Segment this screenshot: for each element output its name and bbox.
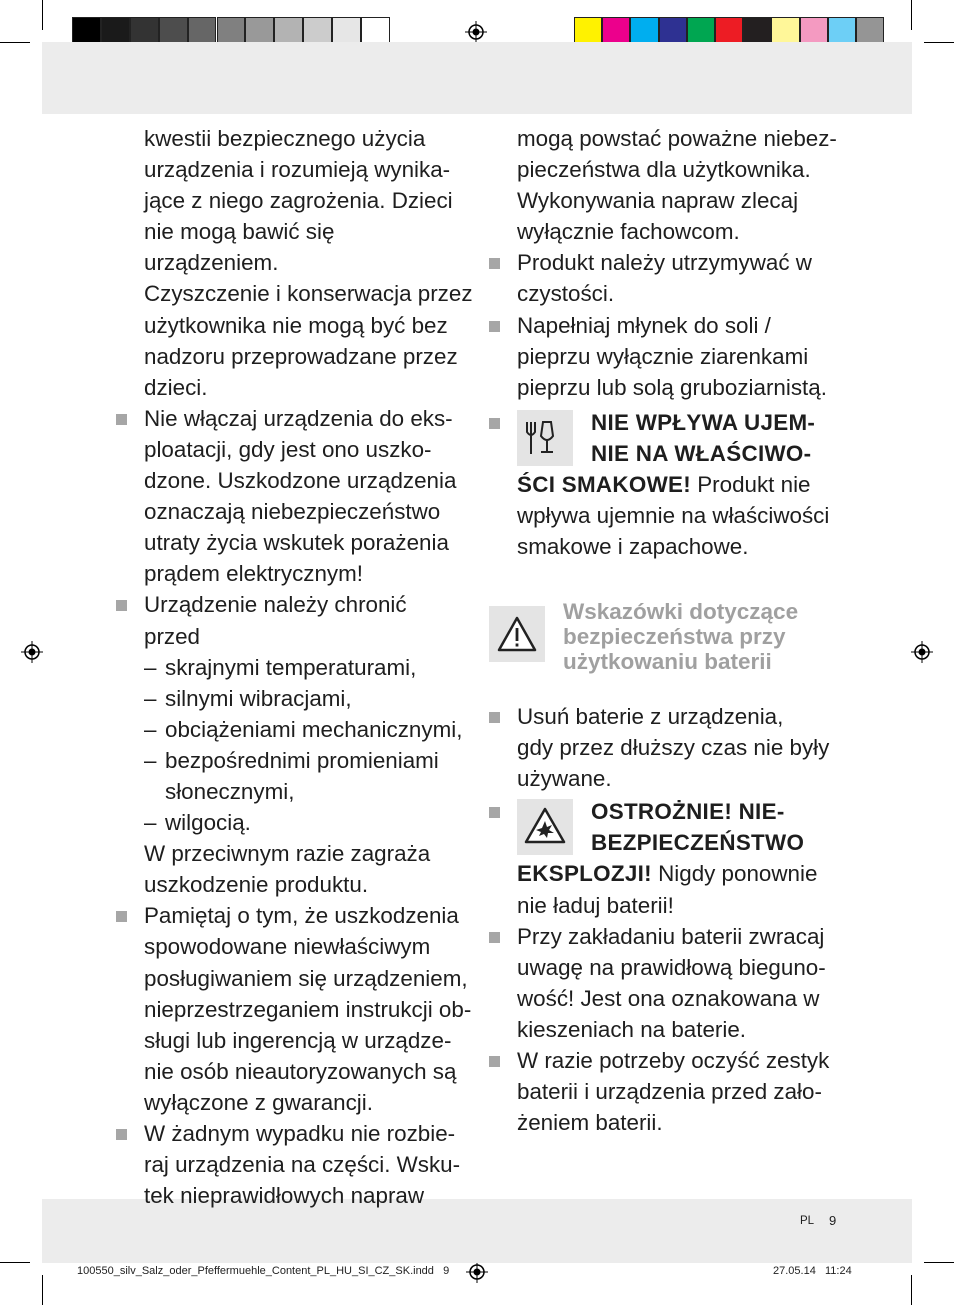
crop-mark: [42, 0, 43, 30]
heading-line: Wskazówki dotyczące: [563, 599, 799, 624]
crop-mark: [42, 1275, 43, 1305]
text-line: dzieci.: [144, 374, 208, 400]
text-line: posługiwaniem się urządzeniem,: [144, 965, 468, 991]
warning-text: NIE NA WŁAŚCIWO-: [591, 440, 812, 466]
crop-mark: [911, 0, 912, 30]
text-line: tek nieprawidłowych napraw: [144, 1183, 425, 1209]
text-line: W razie potrzeby oczyść zestyk: [517, 1048, 830, 1074]
dash-glyph: –: [144, 685, 157, 711]
warning-triangle-icon: [489, 606, 545, 662]
registration-mark-icon: [911, 641, 933, 663]
text-line: Wykonywania napraw zlecaj: [517, 188, 799, 214]
header-band: [42, 42, 912, 114]
text-line: Usuń baterie z urządzenia,: [517, 704, 784, 729]
text-line: wość! Jest ona oznakowana w: [517, 985, 820, 1011]
text-line: kieszeniach na baterie.: [517, 1016, 747, 1042]
text-line: Urządzenie należy chronić: [144, 592, 407, 618]
dash-glyph: –: [144, 747, 157, 773]
text-line: wyłącznie fachowcom.: [517, 219, 740, 245]
text-line: żeniem baterii.: [517, 1110, 663, 1136]
text-line: nie osób nieautoryzowanych są: [144, 1058, 457, 1084]
dash-glyph: –: [144, 716, 157, 742]
registration-mark-icon: [465, 21, 487, 43]
bullet-square-icon: [489, 807, 500, 818]
text-line: spowodowane niewłaściwym: [144, 934, 431, 960]
text-line: sługi lub ingerencją w urządze-: [144, 1027, 452, 1053]
crop-mark: [911, 1275, 912, 1305]
text-line: nie mogą bawić się urządzeniem.: [144, 219, 335, 276]
dash-glyph: –: [144, 654, 157, 680]
text-line: uwagę na prawidłową bieguno-: [517, 954, 826, 980]
list-item: [517, 407, 857, 562]
list-item: [144, 900, 474, 1118]
text-line: Napełniaj młynek do soli /: [517, 312, 771, 338]
list-item: [517, 247, 857, 309]
list-item: [517, 1045, 857, 1138]
crop-mark: [924, 1262, 954, 1263]
bullet-square-icon: [116, 911, 127, 922]
dash-item-text: wilgocią.: [165, 810, 251, 836]
dash-list: [144, 652, 474, 839]
list-item: [144, 1118, 474, 1211]
right-column: [517, 123, 857, 562]
text-line: Pamiętaj o tym, że uszkodzenia: [144, 903, 459, 929]
text-line: Czyszczenie i konserwacja przez: [144, 281, 473, 307]
list-item: [517, 701, 857, 794]
file-name: 100550_silv_Salz_oder_Pfeffermuehle_Content_PL_HU_SI_CZ_SK.indd 9: [77, 1265, 450, 1277]
heading-line: bezpieczeństwa przy: [563, 624, 786, 649]
bullet-square-icon: [116, 414, 127, 425]
text-line: użytkownika nie mogą być bez: [144, 312, 448, 338]
warning-text: NIE WPŁYWA UJEM-: [591, 409, 816, 435]
text-line: wpływa ujemnie na właściwości: [517, 503, 830, 529]
text-line: kwestii bezpiecznego użycia: [144, 126, 426, 151]
bullet-square-icon: [489, 932, 500, 943]
dash-list-item: [144, 807, 474, 838]
text-line: W przeciwnym razie zagraża: [144, 841, 431, 867]
dash-list-item: [144, 652, 474, 683]
text-line: pieprzu lub solą gruboziarnistą.: [517, 374, 827, 400]
bullet-square-icon: [489, 418, 500, 429]
warning-text: OSTROŻNIE! NIE-: [591, 799, 785, 825]
dash-list-item: [144, 776, 474, 807]
right-column-lower: [517, 701, 857, 1138]
print-date: 27.05.14 11:24: [773, 1265, 852, 1277]
list-item: [517, 796, 857, 920]
registration-mark-icon: [21, 641, 43, 663]
bullet-square-icon: [489, 712, 500, 723]
warning-text: ŚCI SMAKOWE!: [517, 472, 692, 498]
text-line: prądem elektrycznym!: [144, 561, 363, 587]
text-line: urządzenia i rozumieją wynika-: [144, 157, 451, 183]
text-line: nieprzestrzeganiem instrukcji ob-: [144, 996, 472, 1022]
crop-mark: [0, 1262, 30, 1263]
dash-item-text: skrajnymi temperaturami,: [165, 654, 417, 680]
text-line: gdy przez dłuższy czas nie były: [517, 735, 830, 761]
text-line: przed: [144, 623, 201, 649]
text-line: oznaczają niebezpieczeństwo: [144, 499, 441, 525]
explosion-warning-icon: [517, 799, 573, 855]
bullet-square-icon: [116, 600, 127, 611]
text-line: Przy zakładaniu baterii zwracaj: [517, 923, 825, 949]
registration-mark-icon: [466, 1261, 488, 1283]
text-line: pieprzu wyłącznie ziarenkami: [517, 343, 809, 369]
bullet-square-icon: [489, 321, 500, 332]
left-column: [144, 123, 474, 1211]
list-item: [517, 310, 857, 403]
text-line: utraty życia wskutek porażenia: [144, 530, 449, 556]
warning-text: BEZPIECZEŃSTWO: [591, 830, 805, 856]
text-line: mogą powstać poważne niebez-: [517, 126, 837, 151]
text-line: W żadnym wypadku nie rozbie-: [144, 1121, 456, 1146]
crop-mark: [924, 42, 954, 43]
page-number: 9: [829, 1213, 837, 1228]
text-line: Produkt należy utrzymywać w: [517, 250, 812, 276]
text-line: pieczeństwa dla użytkownika.: [517, 157, 811, 183]
dash-list-item: [144, 683, 474, 714]
list-item: [144, 403, 474, 590]
body-text: Nigdy ponownie: [651, 861, 818, 887]
text-line: Nie włączaj urządzenia do eks-: [144, 405, 453, 431]
text-line: nie ładuj baterii!: [517, 892, 674, 918]
text-line: czystości.: [517, 281, 615, 307]
intro-paragraph: [144, 123, 474, 403]
dash-item-text: słonecznymi,: [165, 778, 295, 804]
dash-item-text: bezpośrednimi promieniami: [165, 747, 439, 773]
text-line: uszkodzenie produktu.: [144, 872, 369, 898]
list-item: [144, 589, 474, 900]
dash-glyph: –: [144, 810, 157, 836]
text-line: ploatacji, gdy jest ono uszko-: [144, 436, 432, 462]
dash-item-text: obciążeniami mechanicznymi,: [165, 716, 463, 742]
section-heading: [563, 599, 863, 674]
text-line: wyłączone z gwarancji.: [144, 1089, 373, 1115]
food-safe-icon: [517, 410, 573, 466]
text-line: raj urządzenia na części. Wsku-: [144, 1152, 461, 1178]
text-line: używane.: [517, 766, 612, 792]
text-line: smakowe i zapachowe.: [517, 534, 749, 560]
text-line: nadzoru przeprowadzane przez: [144, 343, 458, 369]
dash-item-text: silnymi wibracjami,: [165, 685, 352, 711]
text-line: jące z niego zagrożenia. Dzieci: [144, 188, 453, 214]
continued-paragraph: [517, 123, 857, 247]
bullet-square-icon: [489, 258, 500, 269]
page-language: PL: [800, 1215, 815, 1227]
dash-list-item: [144, 714, 474, 745]
warning-text: EKSPLOZJI!: [517, 861, 652, 887]
crop-mark: [0, 42, 30, 43]
text-line: dzone. Uszkodzone urządzenia: [144, 468, 457, 494]
bullet-square-icon: [116, 1129, 127, 1140]
body-text: Produkt nie: [691, 472, 811, 498]
heading-line: użytkowaniu baterii: [563, 649, 772, 674]
bullet-square-icon: [489, 1056, 500, 1067]
text-line: baterii i urządzenia przed zało-: [517, 1079, 822, 1105]
dash-list-item: [144, 745, 474, 776]
list-item: [517, 921, 857, 1045]
